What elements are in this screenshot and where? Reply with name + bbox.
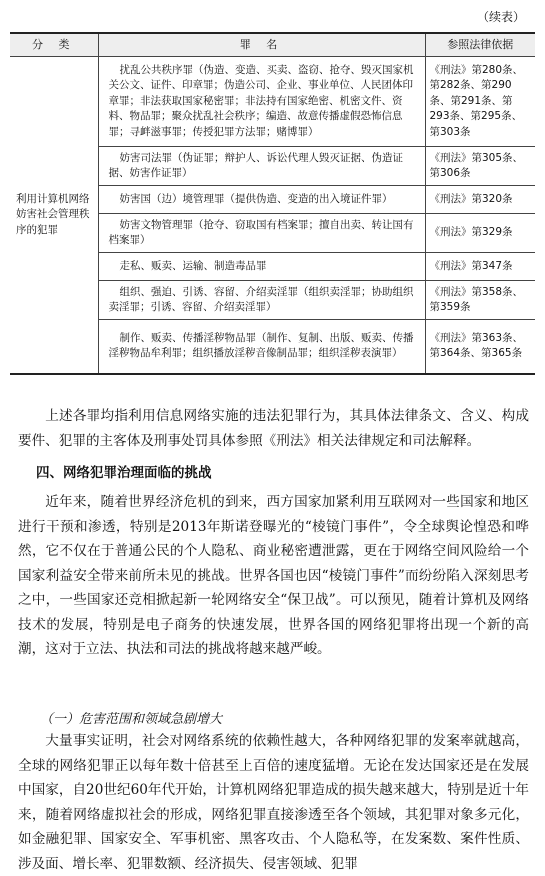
crime-cell: 制作、贩卖、传播淫秽物品罪（制作、复制、出版、贩卖、传播淫秽物品牟利罪；组织播放淫秽音像制品罪；组织淫秽表演罪）: [98, 320, 425, 374]
crime-cell: 扰乱公共秩序罪（伪造、变造、买卖、盗窃、抢夺、毁灭国家机关公文、证件、印章罪；伪造公司、企业、事业单位、人民团体印章罪；非法获取国家秘密罪；非法持有国家绝密、机密文件、资料、物品罪；聚众扰乱社会秩序；编造、故意传播虚假恐怖信息罪；寻衅滋事罪；传授犯罪方法罪；赌博罪）: [98, 57, 425, 147]
header-category: 分 类: [10, 33, 98, 57]
law-cell: 《刑法》第305条、第306条: [425, 147, 535, 186]
continued-label: （续表）: [476, 10, 525, 24]
law-cell: 《刑法》第347条: [425, 253, 535, 281]
summary-paragraph-block: [18, 404, 529, 453]
section-heading: 四、网络犯罪治理面临的挑战: [36, 465, 212, 481]
law-cell: 《刑法》第280条、第282条、第290条、第291条、第293条、第295条、第303条: [425, 57, 535, 147]
crime-cell: 组织、强迫、引诱、容留、介绍卖淫罪（组织卖淫罪；协助组织卖淫罪；引诱、容留、介绍卖淫罪）: [98, 281, 425, 320]
crime-law-table: [10, 32, 535, 375]
law-cell: 《刑法》第358条、第359条: [425, 281, 535, 320]
category-cell: 利用计算机网络妨害社会管理秩序的犯罪: [10, 57, 98, 374]
crime-cell: 妨害文物管理罪（抢夺、窃取国有档案罪；擅自出卖、转让国有档案罪）: [98, 214, 425, 253]
challenge-paragraph: 近年来，随着世界经济危机的到来，西方国家加紧利用互联网对一些国家和地区进行干预和渗透，特别是2013年斯诺登曝光的“棱镜门事件”，令全球舆论惶恐和哗然，它不仅在于普通公民的个人隐私、商业秘密遭泄露，更在于网络空间风险给一个国家利益安全带来前所未见的挑战。世界各国也因“棱镜门事件”而纷纷陷入深刻思考之中，一些国家还竞相掀起新一轮网络安全“保卫战”。可以预见，随着计算机及网络技术的发展，特别是电子商务的快速发展，世界各国的网络犯罪将出现一个新的高潮，这对于立法、执法和司法的挑战将越来越严峻。: [18, 494, 529, 657]
header-crime: 罪 名: [98, 33, 425, 57]
law-cell: 《刑法》第329条: [425, 214, 535, 253]
scope-paragraph-block: [18, 729, 529, 876]
crime-cell: 妨害国（边）境管理罪（提供伪造、变造的出入境证件罪）: [98, 186, 425, 214]
crime-cell: 走私、贩卖、运输、制造毒品罪: [98, 253, 425, 281]
header-law-basis: 参照法律依据: [425, 33, 535, 57]
table-header-row: [10, 33, 535, 57]
summary-paragraph: 上述各罪均指利用信息网络实施的违法犯罪行为，其具体法律条文、含义、构成要件、犯罪的主客体及刑事处罚具体参照《刑法》相关法律规定和司法解释。: [18, 408, 529, 449]
law-cell: 《刑法》第363条、第364条、第365条: [425, 320, 535, 374]
law-cell: 《刑法》第320条: [425, 186, 535, 214]
subsection-heading: （一）危害范围和领域急剧增大: [40, 712, 223, 727]
crime-cell: 妨害司法罪（伪证罪；辩护人、诉讼代理人毁灭证据、伪造证据、妨害作证罪）: [98, 147, 425, 186]
challenge-paragraph-block: [18, 490, 529, 662]
scope-paragraph: 大量事实证明，社会对网络系统的依赖性越大，各种网络犯罪的发案率就越高，全球的网络犯罪正以每年数十倍甚至上百倍的速度猛增。无论在发达国家还是在发展中国家，自20世纪60年代开始，计算机网络犯罪造成的损失越来越大，特别是近十年来，随着网络虚拟社会的形成，网络犯罪直接渗透至各个领域，其犯罪对象多元化，如金融犯罪、国家安全、军事机密、黑客攻击、个人隐私等，在发案数、案件性质、涉及面、增长率、犯罪数额、经济损失、侵害领域、犯罪: [18, 733, 529, 872]
table-row: [10, 57, 535, 147]
